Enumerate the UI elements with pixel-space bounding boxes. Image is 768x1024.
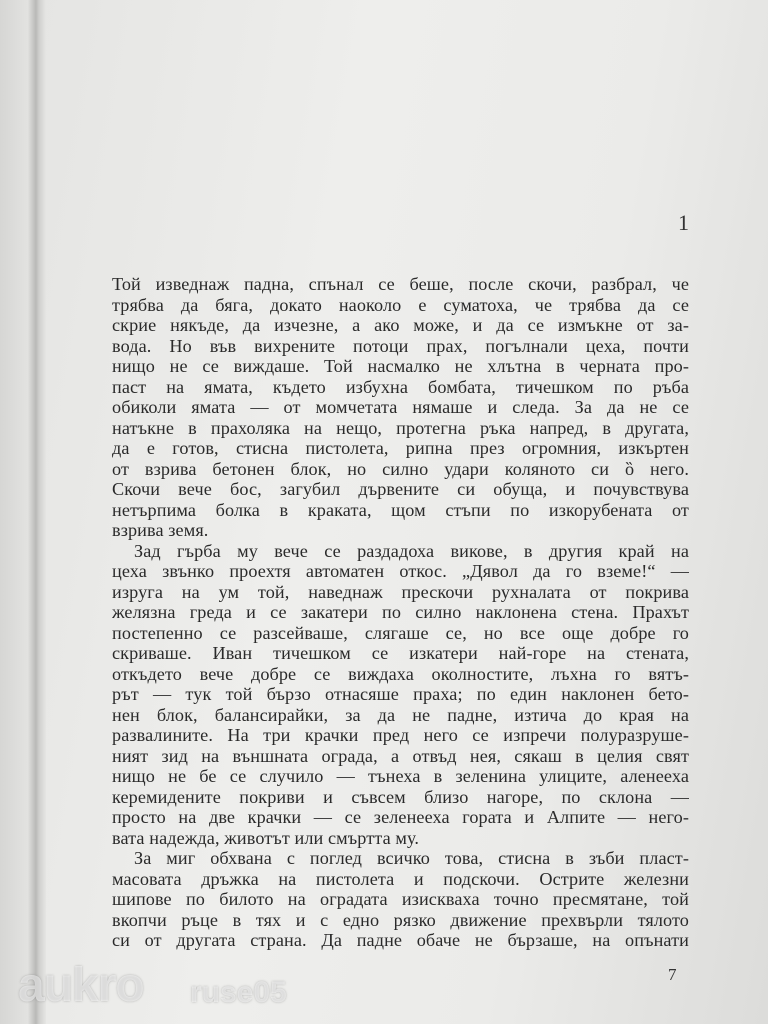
text-line: желязна греда и се закатери по силно наклонена стена. Прахът bbox=[112, 602, 689, 622]
watermark-brand: aukro bbox=[18, 959, 144, 1012]
text-line: нетърпима болка в краката, щом стъпи по изкорубената от bbox=[112, 499, 689, 520]
text-line: изруга на ум той, наведнаж прескочи рухналата от покрива bbox=[112, 581, 689, 602]
text-line: цеха звънко проехтя автоматен откос. „Дявол да го вземе!“ — bbox=[112, 561, 689, 581]
text-line: натъкне в прахоляка на нещо, протегна ръка напред, в другата, bbox=[112, 417, 689, 438]
text-line: развалините. На три крачки пред него се изпречи полуразруше- bbox=[112, 725, 689, 745]
watermark-user: ruse05 bbox=[190, 976, 287, 1009]
text-line: Скочи вече бос, загубил дървените си обуща, и почувствува bbox=[112, 479, 689, 499]
text-line: вкопчи ръце в тях и с едно рязко движение прехвърли тялото bbox=[112, 909, 689, 930]
book-binding-shadow bbox=[0, 0, 46, 1024]
text-line: нищо не бе се случило — тънеха в зеленина улиците, аленееха bbox=[112, 766, 689, 786]
text-line: си от другата страна. Да падне обаче не бързаше, на опънати bbox=[112, 930, 689, 950]
text-line: взрива земя. bbox=[112, 520, 209, 540]
text-line: скриваше. Иван тичешком се изкатери най-горе на стената, bbox=[112, 643, 689, 663]
text-line: ният зид на външната ограда, а отвъд нея, сякаш в целия свят bbox=[112, 745, 689, 766]
text-line: вата надежда, животът или смъртта му. bbox=[112, 827, 420, 848]
text-line: скрие някъде, да изчезне, а ако може, и да се измъкне от за- bbox=[112, 315, 689, 335]
text-line: нищо не се виждаше. Той насмалко не хлътна в черната про- bbox=[112, 356, 689, 376]
text-line: Зад гърба му вече се раздадоха викове, в другия край на bbox=[134, 540, 689, 561]
text-line: нен блок, балансирайки, за да не падне, изтича до края на bbox=[112, 704, 689, 725]
text-line: Той изведнаж падна, спънал се беше, после скочи, разбрал, че bbox=[112, 274, 689, 294]
text-line: шипове по билото на оградата изискваха точно пресмятане, той bbox=[112, 889, 689, 909]
text-line: паст на ямата, където избухна бомбата, тичешком по ръба bbox=[112, 376, 689, 397]
text-line: вода. Но във вихрените потоци прах, погълнали цеха, почти bbox=[112, 335, 689, 356]
text-line: просто на две крачки — се зеленееха гората и Алпите — него- bbox=[112, 807, 689, 827]
text-line: рът — тук той бързо отнасяше праха; по един наклонен бето- bbox=[112, 684, 689, 704]
text-line: За миг обхвана с поглед всичко това, стисна в зъби пласт- bbox=[134, 848, 689, 868]
text-line: керемидените покриви и съвсем близо нагоре, по склона — bbox=[112, 786, 689, 807]
body-text bbox=[112, 274, 689, 951]
text-line: от взрива бетонен блок, но силно удари коляното си ȍ него. bbox=[112, 458, 689, 479]
text-line: постепенно се разсейваше, слягаше се, но все още добре го bbox=[112, 622, 689, 643]
chapter-number: 1 bbox=[678, 210, 689, 235]
text-line: да е готов, стисна пистолета, рипна през огромния, изкъртен bbox=[112, 438, 689, 458]
text-line: масовата дръжка на пистолета и подскочи. Острите железни bbox=[112, 868, 689, 889]
text-line: откъдето вече добре се виждаха околностите, лъхна го вятъ- bbox=[112, 663, 689, 684]
text-line: трябва да бяга, докато наоколо е суматоха, че трябва да се bbox=[112, 294, 689, 315]
text-line: обиколи ямата — от момчетата нямаше и следа. За да не се bbox=[112, 397, 689, 417]
page-number: 7 bbox=[668, 965, 677, 984]
